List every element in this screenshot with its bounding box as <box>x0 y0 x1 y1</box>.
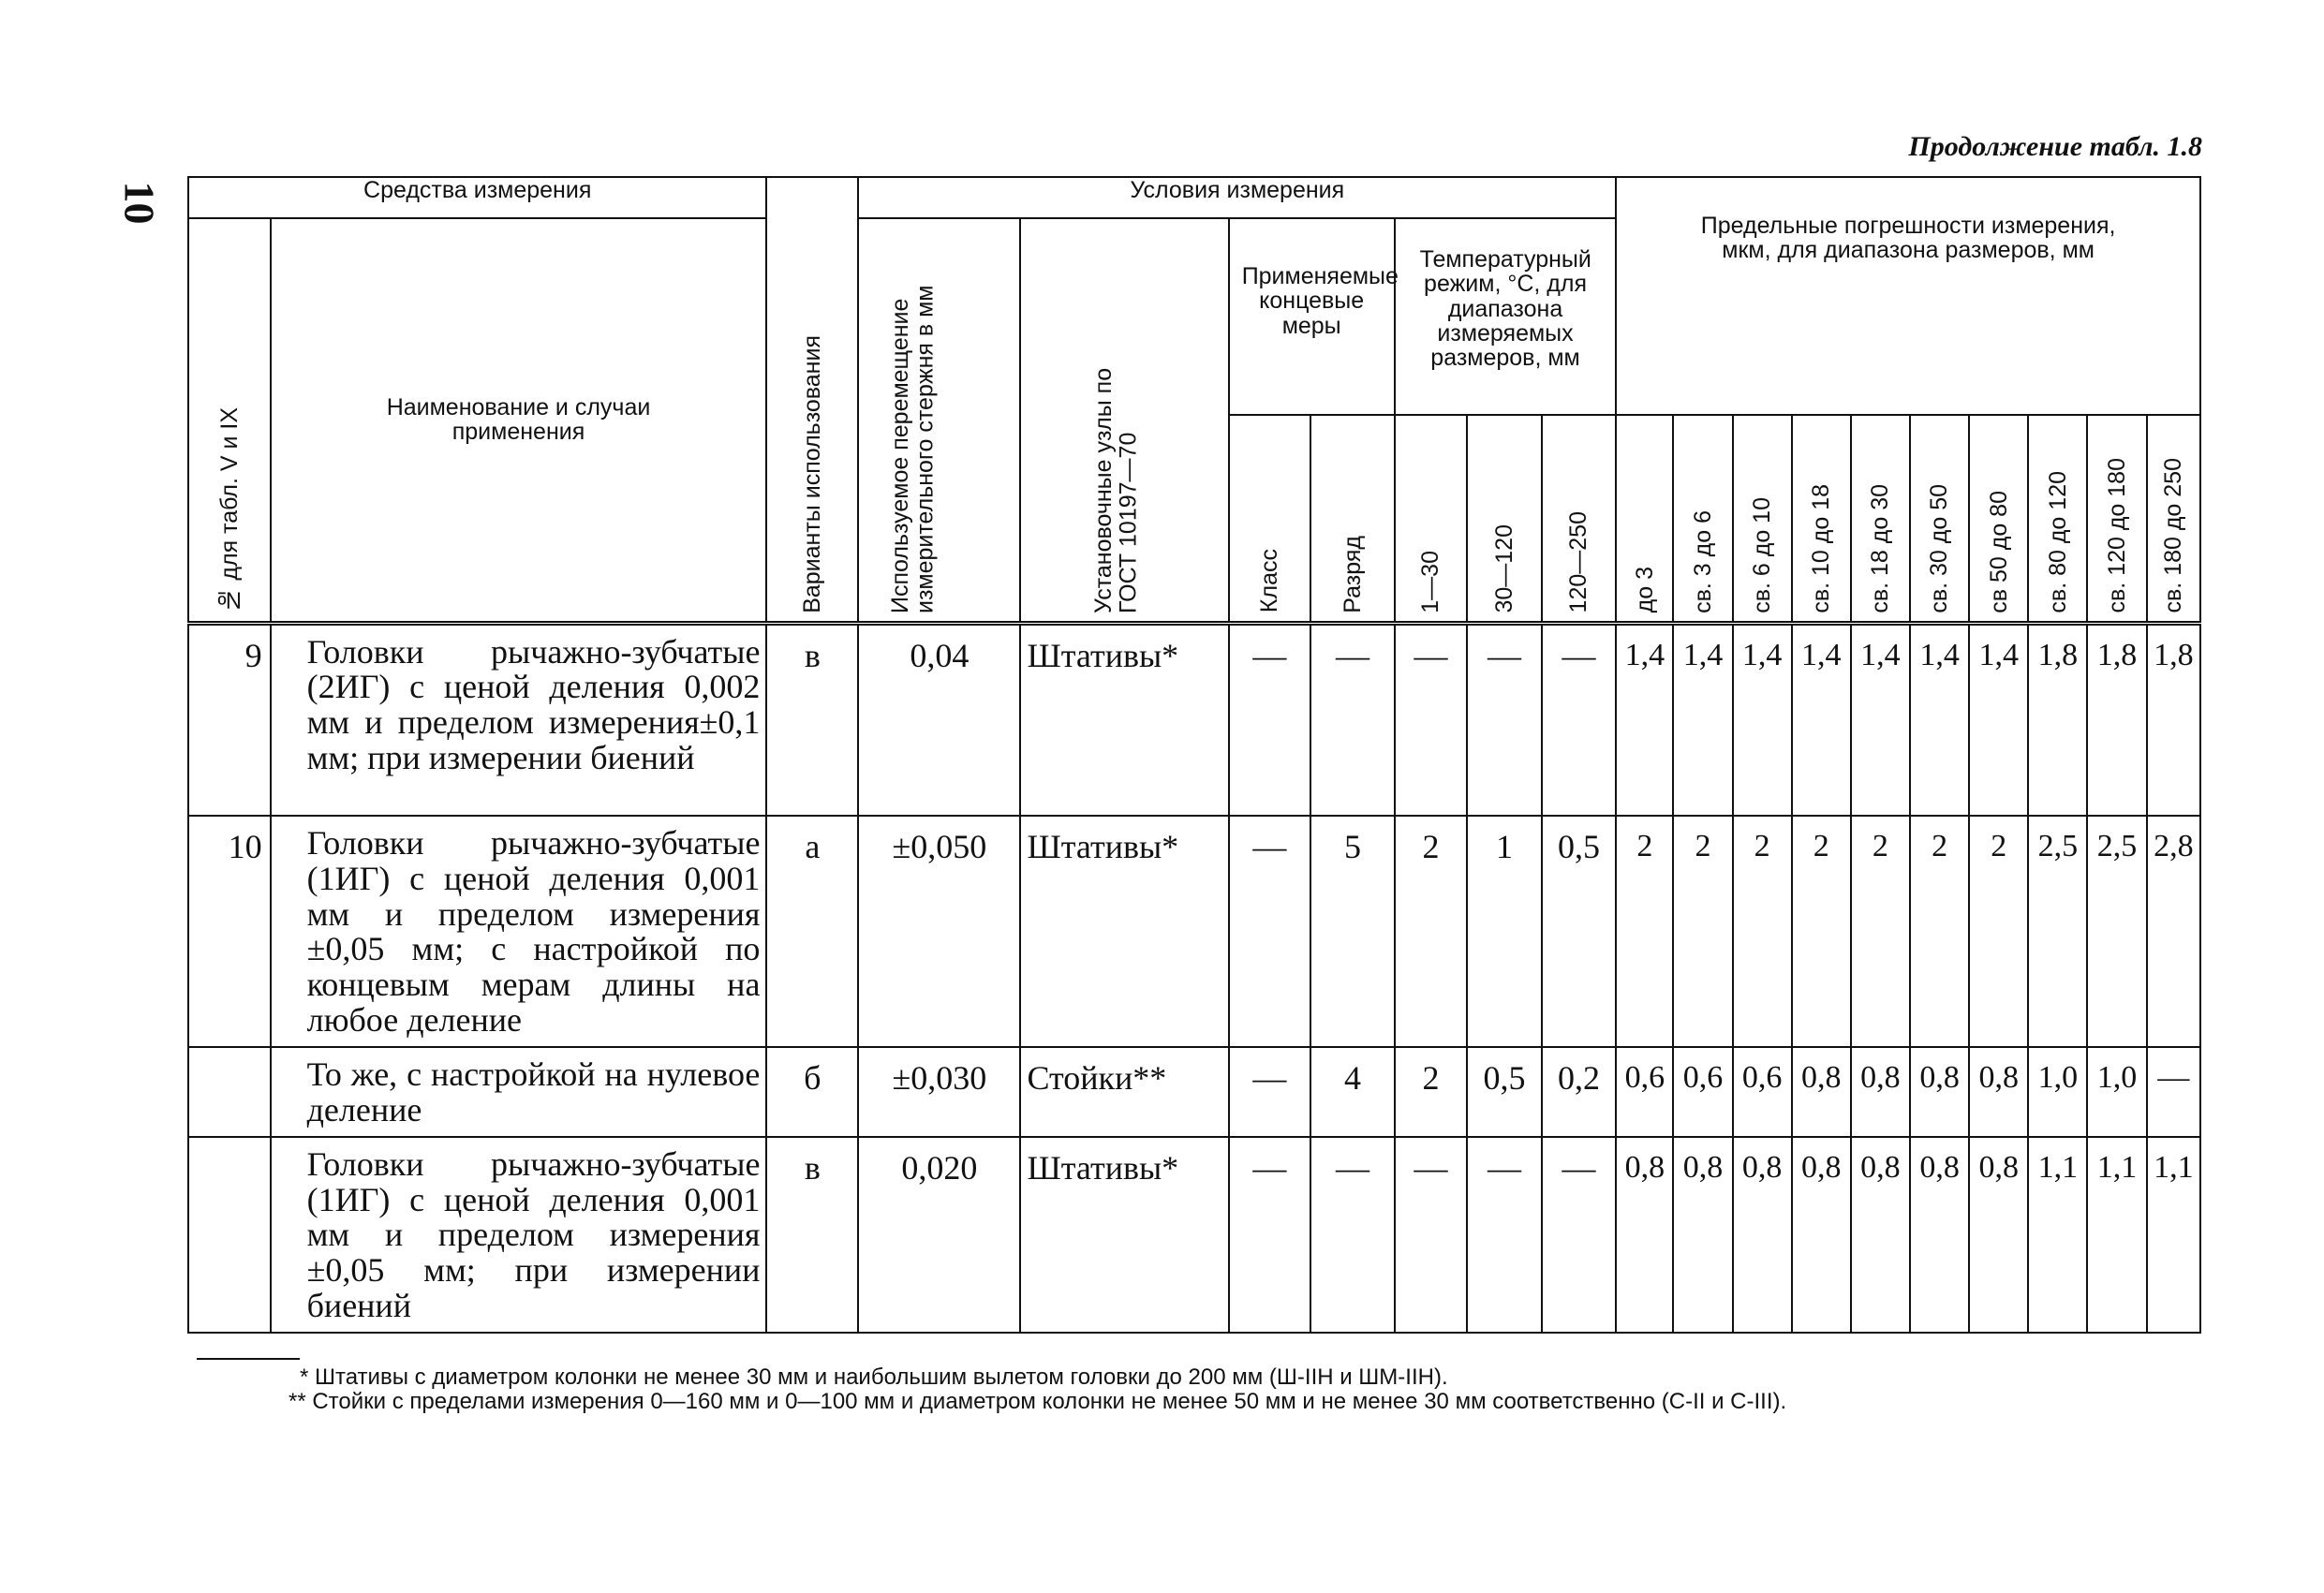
header-errors: Предельные погрешности измерения, мкм, для диапазона размеров, мм <box>1616 177 2200 415</box>
table-caption: Продолжение табл. 1.8 <box>1908 131 2202 162</box>
row-error-value: 1,4 <box>1969 623 2028 816</box>
row-travel: 0,04 <box>858 623 1020 816</box>
row-error-value: 1,4 <box>1673 623 1732 816</box>
row-error-value: 1,4 <box>1733 623 1792 816</box>
header-variants: Варианты использования <box>766 177 858 623</box>
row-razryad: — <box>1310 1137 1395 1333</box>
row-error-value: 1,1 <box>2147 1137 2200 1333</box>
row-error-value: 2,5 <box>2028 816 2087 1047</box>
row-error-value: 1,0 <box>2028 1047 2087 1137</box>
row-name: То же, с настройкой на нулевое деление <box>271 1047 767 1137</box>
row-mount: Штативы* <box>1020 1137 1228 1333</box>
header-no: № для табл. V и IX <box>188 218 271 623</box>
row-error-value: 0,8 <box>1733 1137 1792 1333</box>
header-r7: св 50 до 80 <box>1969 415 2028 623</box>
header-means: Средства измерения <box>188 177 766 218</box>
row-t3: — <box>1542 1137 1617 1333</box>
row-error-value: 0,8 <box>1910 1047 1969 1137</box>
header-travel: Используемое перемещение измерительного стержня в мм <box>858 218 1020 623</box>
row-error-value: 0,8 <box>1792 1047 1851 1137</box>
row-error-value: 1,8 <box>2028 623 2087 816</box>
row-number <box>188 1137 271 1333</box>
header-t3: 120—250 <box>1542 415 1617 623</box>
row-mount: Штативы* <box>1020 816 1228 1047</box>
row-klass: — <box>1229 623 1311 816</box>
row-error-value: 1,4 <box>1910 623 1969 816</box>
row-number: 9 <box>188 623 271 816</box>
table-row <box>188 1047 2200 1137</box>
row-t2: 0,5 <box>1467 1047 1541 1137</box>
row-error-value: 0,6 <box>1673 1047 1732 1137</box>
row-variant: в <box>766 1137 858 1333</box>
footnotes <box>197 1365 2201 1415</box>
header-r1: до 3 <box>1616 415 1673 623</box>
row-variant: в <box>766 623 858 816</box>
row-t2: — <box>1467 623 1541 816</box>
table-row <box>188 1137 2200 1333</box>
table-row <box>188 623 2200 816</box>
row-error-value: 2 <box>1616 816 1673 1047</box>
row-error-value: 2,5 <box>2087 816 2146 1047</box>
row-variant: б <box>766 1047 858 1137</box>
header-r10: св. 180 до 250 <box>2147 415 2200 623</box>
header-klass: Класс <box>1229 415 1311 623</box>
header-r4: св. 10 до 18 <box>1792 415 1851 623</box>
header-r3: св. 6 до 10 <box>1733 415 1792 623</box>
row-variant: а <box>766 816 858 1047</box>
row-t3: — <box>1542 623 1617 816</box>
row-razryad: 4 <box>1310 1047 1395 1137</box>
header-t2: 30—120 <box>1467 415 1541 623</box>
header-r2: св. 3 до 6 <box>1673 415 1732 623</box>
row-klass: — <box>1229 1137 1311 1333</box>
header-razryad: Разряд <box>1310 415 1395 623</box>
row-t1: — <box>1395 1137 1467 1333</box>
header-conditions: Условия измерения <box>858 177 1616 218</box>
row-t2: 1 <box>1467 816 1541 1047</box>
header-name: Наименование и случаи применения <box>271 218 767 623</box>
row-t1: 2 <box>1395 816 1467 1047</box>
row-travel: ±0,030 <box>858 1047 1020 1137</box>
header-r9: св. 120 до 180 <box>2087 415 2146 623</box>
header-t1: 1—30 <box>1395 415 1467 623</box>
row-error-value: 0,6 <box>1733 1047 1792 1137</box>
row-name: Головки рычажно-зубчатые (2ИГ) с ценой деления 0,002 мм и пределом измерения±0,1 мм; при измерении биений <box>271 623 767 816</box>
row-t1: — <box>1395 623 1467 816</box>
row-error-value: 0,8 <box>1910 1137 1969 1333</box>
header-r5: св. 18 до 30 <box>1851 415 1910 623</box>
row-error-value: 2,8 <box>2147 816 2200 1047</box>
row-t1: 2 <box>1395 1047 1467 1137</box>
row-error-value: 1,8 <box>2147 623 2200 816</box>
row-error-value: 1,4 <box>1851 623 1910 816</box>
row-error-value: 2 <box>1851 816 1910 1047</box>
row-error-value: 0,8 <box>1851 1137 1910 1333</box>
row-error-value: 0,8 <box>1792 1137 1851 1333</box>
table-row <box>188 816 2200 1047</box>
header-gauges: Применяемые концевые меры <box>1229 218 1395 415</box>
row-travel: 0,020 <box>858 1137 1020 1333</box>
row-klass: — <box>1229 816 1311 1047</box>
row-error-value: 2 <box>1910 816 1969 1047</box>
row-error-value: 1,4 <box>1792 623 1851 816</box>
row-error-value: 0,8 <box>1969 1047 2028 1137</box>
row-klass: — <box>1229 1047 1311 1137</box>
row-error-value: 1,0 <box>2087 1047 2146 1137</box>
row-error-value: 2 <box>1673 816 1732 1047</box>
header-mounts: Установочные узлы по ГОСТ 10197—70 <box>1020 218 1228 623</box>
row-mount: Стойки** <box>1020 1047 1228 1137</box>
row-error-value: 0,8 <box>1969 1137 2028 1333</box>
row-error-value: 2 <box>1733 816 1792 1047</box>
row-razryad: 5 <box>1310 816 1395 1047</box>
row-error-value: 0,8 <box>1851 1047 1910 1137</box>
measurement-table <box>187 176 2201 1334</box>
row-travel: ±0,050 <box>858 816 1020 1047</box>
footnote-1: * Штативы с диаметром колонки не менее 30 мм и наибольшим вылетом головки до 200 мм (Ш-IIН и ШМ-IIН). <box>300 1364 1448 1390</box>
row-error-value: 1,4 <box>1616 623 1673 816</box>
row-error-value: 0,8 <box>1673 1137 1732 1333</box>
row-number: 10 <box>188 816 271 1047</box>
row-error-value: 2 <box>1969 816 2028 1047</box>
row-number <box>188 1047 271 1137</box>
row-t3: 0,5 <box>1542 816 1617 1047</box>
row-error-value: 1,1 <box>2028 1137 2087 1333</box>
footnote-2: ** Стойки с пределами измерения 0—160 мм и 0—100 мм и диаметром колонки не менее 50 мм и не менее 30 мм соответственно (С-II и С-III). <box>289 1389 1787 1415</box>
row-error-value: 0,6 <box>1616 1047 1673 1137</box>
row-error-value: 2 <box>1792 816 1851 1047</box>
row-error-value: — <box>2147 1047 2200 1137</box>
row-name: Головки рычажно-зубчатые (1ИГ) с ценой деления 0,001 мм и пределом измерения ±0,05 мм; с настройкой по концевым мерам длины на любое деление <box>271 816 767 1047</box>
row-razryad: — <box>1310 623 1395 816</box>
row-error-value: 0,8 <box>1616 1137 1673 1333</box>
row-mount: Штативы* <box>1020 623 1228 816</box>
header-r6: св. 30 до 50 <box>1910 415 1969 623</box>
row-error-value: 1,8 <box>2087 623 2146 816</box>
header-temp: Температурный режим, °С, для диапазона измеряемых размеров, мм <box>1395 218 1616 415</box>
row-t2: — <box>1467 1137 1541 1333</box>
page-number: 10 <box>115 181 164 225</box>
row-error-value: 1,1 <box>2087 1137 2146 1333</box>
header-r8: св. 80 до 120 <box>2028 415 2087 623</box>
row-t3: 0,2 <box>1542 1047 1617 1137</box>
row-name: Головки рычажно-зубчатые (1ИГ) с ценой деления 0,001 мм и пределом измерения ±0,05 мм; при измерении биений <box>271 1137 767 1333</box>
